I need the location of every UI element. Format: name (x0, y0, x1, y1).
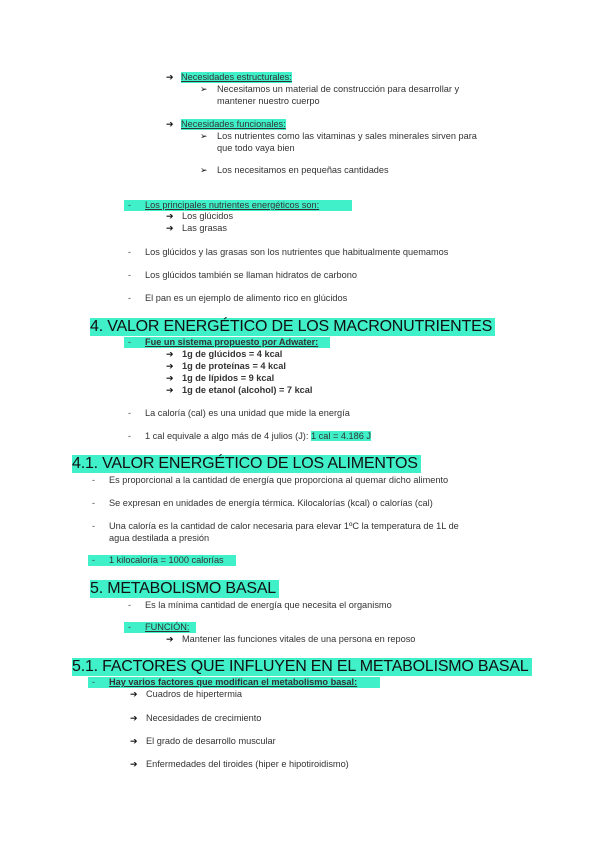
factor-item-1: Cuadros de hipertermia (146, 689, 243, 699)
energetic-bullet-3: El pan es un ejemplo de alimento rico en glúcidos (145, 293, 348, 303)
arrow-icon: ➔ (166, 72, 174, 82)
arrow-icon: ➔ (166, 223, 174, 233)
dash-bullet: - (92, 677, 95, 687)
dash-bullet: - (92, 475, 95, 485)
arrow-icon: ➔ (166, 634, 174, 644)
section-4-1-bullet-3-cont: agua destilada a presión (109, 533, 210, 543)
arrow-icon: ➔ (166, 211, 174, 221)
arrow-icon: ➔ (166, 385, 174, 395)
energetic-item-glucidos: Los glúcidos (182, 211, 234, 221)
arrow-icon: ➔ (166, 349, 174, 359)
dash-bullet: - (128, 408, 131, 418)
functional-needs-title: Necesidades funcionales: (181, 119, 286, 129)
section-5-heading: 5. METABOLISMO BASAL (90, 580, 279, 598)
energetic-bullet-1: Los glúcidos y las grasas son los nutrientes que habitualmente quemamos (145, 247, 449, 257)
section-5-1-heading: 5.1. FACTORES QUE INFLUYEN EN EL METABOLISMO BASAL (72, 658, 532, 676)
function-item: Mantener las funciones vitales de una persona en reposo (182, 634, 416, 644)
factors-title: Hay varios factores que modifican el metabolismo basal: (109, 677, 358, 687)
calorie-equivalence-highlight: 1 cal = 4.186 J (310, 431, 371, 441)
chevron-icon: ➢ (200, 165, 208, 175)
energetic-title: Los principales nutrientes energéticos son: (145, 200, 320, 210)
value-glucidos: 1g de glúcidos = 4 kcal (182, 349, 283, 359)
calorie-equivalence (145, 431, 371, 442)
chevron-icon: ➢ (200, 84, 208, 94)
dash-bullet: - (92, 521, 95, 531)
arrow-icon: ➔ (166, 361, 174, 371)
function-title: FUNCIÓN: (145, 622, 190, 632)
factor-item-4: Enfermedades del tiroides (hiper e hipotiroidismo) (146, 759, 349, 769)
arrow-icon: ➔ (130, 759, 138, 769)
section-4-1-bullet-2: Se expresan en unidades de energía térmica. Kilocalorías (kcal) o calorías (cal) (109, 498, 433, 508)
energetic-item-grasas: Las grasas (182, 223, 227, 233)
value-proteinas: 1g de proteínas = 4 kcal (182, 361, 286, 371)
arrow-icon: ➔ (130, 689, 138, 699)
section-4-1-heading: 4.1. VALOR ENERGÉTICO DE LOS ALIMENTOS (72, 455, 421, 473)
dash-bullet: - (128, 431, 131, 441)
factor-item-2: Necesidades de crecimiento (146, 713, 262, 723)
energetic-bullet-2: Los glúcidos también se llaman hidratos de carbono (145, 270, 357, 280)
calorie-equivalence-text: 1 cal equivale a algo más de 4 julios (J): (145, 431, 309, 441)
dash-bullet: - (92, 498, 95, 508)
kilocalorie-equivalence: 1 kilocaloría = 1000 calorías (109, 555, 224, 565)
arrow-icon: ➔ (130, 736, 138, 746)
dash-bullet: - (128, 270, 131, 280)
section-5-bullet-1: Es la mínima cantidad de energía que necesita el organismo (145, 600, 392, 610)
dash-bullet: - (128, 247, 131, 257)
arrow-icon: ➔ (166, 119, 174, 129)
arrow-icon: ➔ (166, 373, 174, 383)
dash-bullet: - (128, 622, 131, 632)
dash-bullet: - (128, 600, 131, 610)
arrow-icon: ➔ (130, 713, 138, 723)
dash-bullet: - (128, 200, 131, 210)
functional-item-1-cont: que todo vaya bien (217, 143, 295, 153)
dash-bullet: - (128, 293, 131, 303)
section-4-heading: 4. VALOR ENERGÉTICO DE LOS MACRONUTRIENTES (90, 318, 495, 336)
dash-bullet: - (92, 555, 95, 565)
structural-item-cont: mantener nuestro cuerpo (217, 96, 320, 106)
system-title: Fue un sistema propuesto por Adwater: (145, 337, 319, 347)
structural-needs-title: Necesidades estructurales: (181, 72, 292, 82)
calorie-definition: La caloría (cal) es una unidad que mide la energía (145, 408, 350, 418)
value-lipidos: 1g de lípidos = 9 kcal (182, 373, 275, 383)
section-4-1-bullet-3: Una caloría es la cantidad de calor necesaria para elevar 1ºC la temperatura de 1L de (109, 521, 459, 531)
chevron-icon: ➢ (200, 131, 208, 141)
value-etanol: 1g de etanol (alcohol) = 7 kcal (182, 385, 313, 395)
functional-item-2: Los necesitamos en pequeñas cantidades (217, 165, 389, 175)
dash-bullet: - (128, 337, 131, 347)
factor-item-3: El grado de desarrollo muscular (146, 736, 276, 746)
structural-item: Necesitamos un material de construcción para desarrollar y (217, 84, 460, 94)
functional-item-1: Los nutrientes como las vitaminas y sales minerales sirven para (217, 131, 477, 141)
section-4-1-bullet-1: Es proporcional a la cantidad de energía que proporciona al quemar dicho alimento (109, 475, 449, 485)
